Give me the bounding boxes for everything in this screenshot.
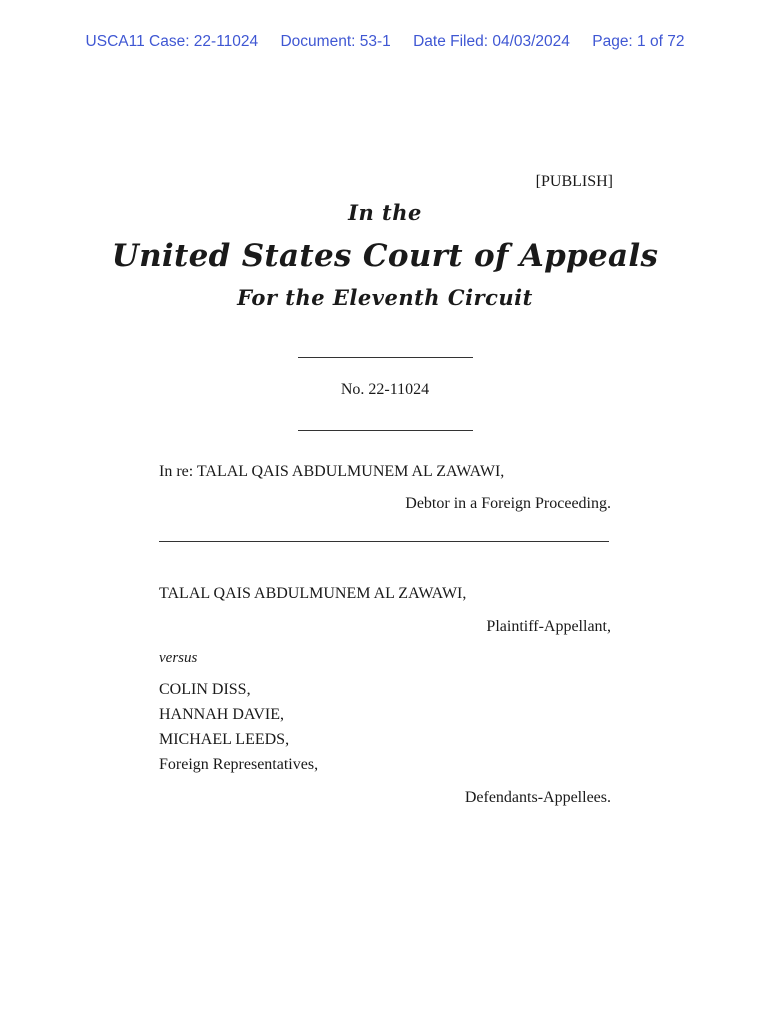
- publish-label: [PUBLISH]: [535, 173, 613, 190]
- court-heading-in-the: In the: [348, 200, 422, 225]
- filing-stamp: [0, 33, 770, 51]
- in-re-party: In re: TALAL QAIS ABDULMUNEM AL ZAWAWI,: [159, 463, 505, 480]
- divider: [298, 430, 473, 431]
- page-count-stamp: Page: 1 of 72: [592, 33, 685, 50]
- defendants-group-label: Foreign Representatives,: [159, 756, 319, 773]
- court-circuit: For the Eleventh Circuit: [237, 285, 533, 310]
- defendants-role: Defendants-Appellees.: [464, 789, 611, 806]
- divider: [298, 357, 473, 358]
- in-re-role: Debtor in a Foreign Proceeding.: [405, 495, 611, 512]
- plaintiff-role: Plaintiff-Appellant,: [486, 618, 611, 635]
- case-number-stamp: USCA11 Case: 22-11024: [85, 33, 259, 50]
- versus-label: versus: [159, 650, 198, 666]
- plaintiff-name: TALAL QAIS ABDULMUNEM AL ZAWAWI,: [159, 585, 467, 602]
- court-name: United States Court of Appeals: [111, 238, 659, 274]
- docket-number: No. 22-11024: [340, 381, 430, 398]
- caption-divider: [159, 541, 609, 542]
- defendant-name: HANNAH DAVIE,: [159, 706, 285, 723]
- document-number-stamp: Document: 53-1: [280, 33, 391, 50]
- date-filed-stamp: Date Filed: 04/03/2024: [413, 33, 570, 50]
- defendant-name: COLIN DISS,: [159, 681, 251, 698]
- defendant-name: MICHAEL LEEDS,: [159, 731, 290, 748]
